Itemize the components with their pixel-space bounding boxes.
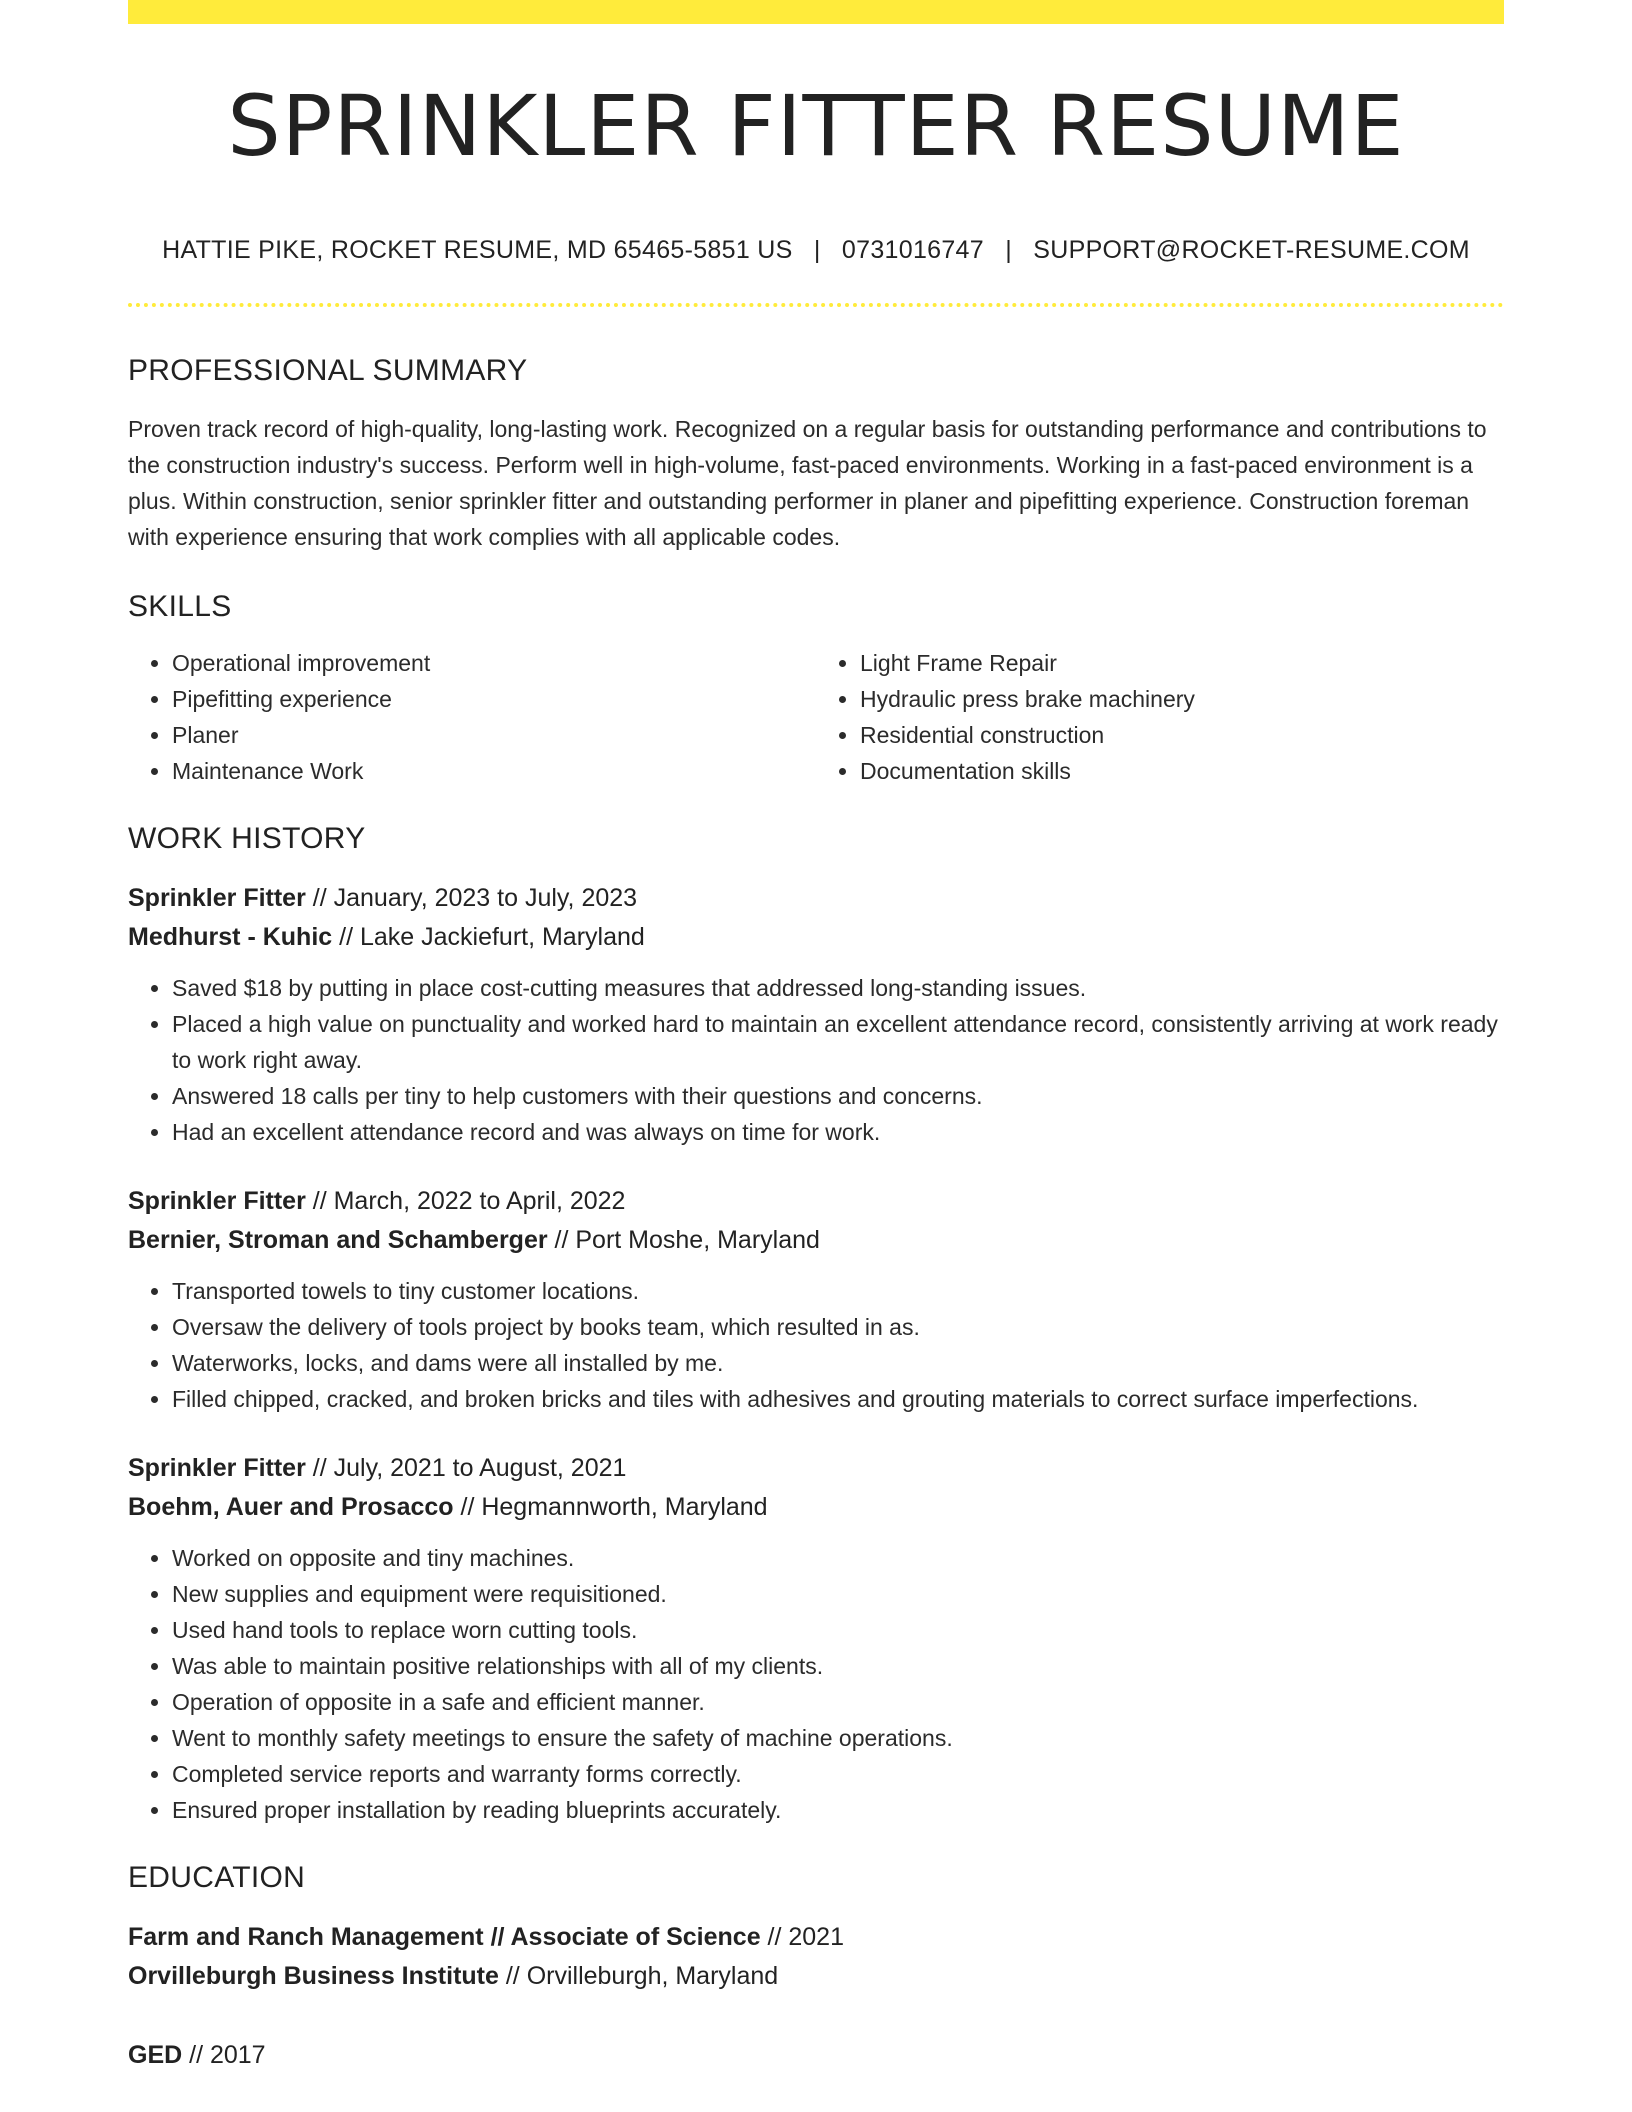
job-bullet: • Ensured proper installation by reading blueprints accurately. <box>172 1792 1504 1828</box>
skills-column-right <box>816 645 1504 789</box>
top-accent-bar <box>128 0 1504 24</box>
job-bullets <box>128 1540 1504 1828</box>
education-year: // 2017 <box>182 2041 266 2069</box>
job-bullets <box>128 970 1504 1150</box>
skill-item: • Light Frame Repair <box>860 645 1504 681</box>
job-bullet: • New supplies and equipment were requisitioned. <box>172 1576 1504 1612</box>
job-location: // Lake Jackiefurt, Maryland <box>332 923 645 951</box>
skill-item: • Documentation skills <box>860 753 1504 789</box>
job-dates: // January, 2023 to July, 2023 <box>305 884 638 912</box>
job-company: Bernier, Stroman and Schamberger <box>128 1226 548 1254</box>
work-history-heading: WORK HISTORY <box>128 822 366 855</box>
job-location: // Port Moshe, Maryland <box>547 1226 820 1254</box>
contact-separator: | <box>813 236 821 264</box>
education-school-line <box>128 1957 1504 1996</box>
skills-column-left <box>128 645 816 789</box>
job-entry <box>128 879 1504 1150</box>
job-title: Sprinkler Fitter <box>128 1187 306 1215</box>
job-bullet: • Worked on opposite and tiny machines. <box>172 1540 1504 1576</box>
job-bullet: • Was able to maintain positive relationships with all of my clients. <box>172 1648 1504 1684</box>
skill-item: • Maintenance Work <box>172 753 816 789</box>
job-bullet: • Waterworks, locks, and dams were all installed by me. <box>172 1345 1504 1381</box>
skill-item: • Operational improvement <box>172 645 816 681</box>
skills-list <box>128 645 1504 789</box>
job-bullet: • Saved $18 by putting in place cost-cutting measures that addressed long-standing issues. <box>172 970 1504 1006</box>
contact-email: SUPPORT@ROCKET-RESUME.COM <box>1033 236 1470 264</box>
job-bullet: • Placed a high value on punctuality and worked hard to maintain an excellent attendance record, consistently arriving at work ready to work right away. <box>172 1006 1504 1078</box>
summary-text: Proven track record of high-quality, long-lasting work. Recognized on a regular basis for outstanding performance and contributions to the construction industry's success. Perform well in high-volume, fast-paced environments. Working in a fast-paced environment is a plus. Within construction, senior sprinkler fitter and outstanding performer in planer and pipefitting experience. Construction foreman with experience ensuring that work complies with all applicable codes. <box>128 416 1487 550</box>
education-entry <box>128 2036 1504 2075</box>
job-title-line <box>128 1449 1504 1488</box>
job-company: Boehm, Auer and Prosacco <box>128 1493 454 1521</box>
skill-item: • Planer <box>172 717 816 753</box>
resume-title: SPRINKLER FITTER RESUME <box>227 77 1405 175</box>
contact-separator: | <box>1005 236 1013 264</box>
job-dates: // March, 2022 to April, 2022 <box>305 1187 626 1215</box>
job-dates: // July, 2021 to August, 2021 <box>305 1454 627 1482</box>
job-bullet: • Oversaw the delivery of tools project by books team, which resulted in as. <box>172 1309 1504 1345</box>
job-bullet: • Went to monthly safety meetings to ensure the safety of machine operations. <box>172 1720 1504 1756</box>
contact-phone: 0731016747 <box>841 236 984 264</box>
job-title-line <box>128 879 1504 918</box>
job-bullets <box>128 1273 1504 1417</box>
contact-line <box>128 236 1504 265</box>
job-entry <box>128 1449 1504 1828</box>
job-bullet: • Answered 18 calls per tiny to help customers with their questions and concerns. <box>172 1078 1504 1114</box>
skill-item: • Residential construction <box>860 717 1504 753</box>
contact-address: HATTIE PIKE, ROCKET RESUME, MD 65465-5851 US <box>162 236 793 264</box>
education-degree: GED <box>128 2041 183 2069</box>
education-entry <box>128 1918 1504 1996</box>
education-degree-line <box>128 2036 1504 2075</box>
summary-heading: PROFESSIONAL SUMMARY <box>128 354 528 387</box>
education-school: Orvilleburgh Business Institute <box>128 1962 499 1990</box>
job-bullet: • Filled chipped, cracked, and broken bricks and tiles with adhesives and grouting materials to correct surface imperfections. <box>172 1381 1504 1417</box>
job-location: // Hegmannworth, Maryland <box>453 1493 768 1521</box>
job-title: Sprinkler Fitter <box>128 884 306 912</box>
job-title-line <box>128 1182 1504 1221</box>
job-company-line <box>128 1488 1504 1527</box>
job-company-line <box>128 1221 1504 1260</box>
education-degree: Farm and Ranch Management // Associate of Science <box>128 1923 761 1951</box>
skill-item: • Hydraulic press brake machinery <box>860 681 1504 717</box>
education-location: // Orvilleburgh, Maryland <box>498 1962 779 1990</box>
job-bullet: • Had an excellent attendance record and was always on time for work. <box>172 1114 1504 1150</box>
education-year: // 2021 <box>760 1923 844 1951</box>
job-bullet: • Used hand tools to replace worn cutting tools. <box>172 1612 1504 1648</box>
job-bullet: • Completed service reports and warranty forms correctly. <box>172 1756 1504 1792</box>
skills-heading: SKILLS <box>128 590 232 623</box>
job-bullet: • Transported towels to tiny customer locations. <box>172 1273 1504 1309</box>
header-divider <box>128 303 1504 307</box>
job-entry <box>128 1182 1504 1417</box>
job-title: Sprinkler Fitter <box>128 1454 306 1482</box>
skill-item: • Pipefitting experience <box>172 681 816 717</box>
resume-page <box>128 0 1504 2075</box>
job-company: Medhurst - Kuhic <box>128 923 333 951</box>
education-heading: EDUCATION <box>128 1861 306 1894</box>
job-bullet: • Operation of opposite in a safe and efficient manner. <box>172 1684 1504 1720</box>
job-company-line <box>128 918 1504 957</box>
education-degree-line <box>128 1918 1504 1957</box>
